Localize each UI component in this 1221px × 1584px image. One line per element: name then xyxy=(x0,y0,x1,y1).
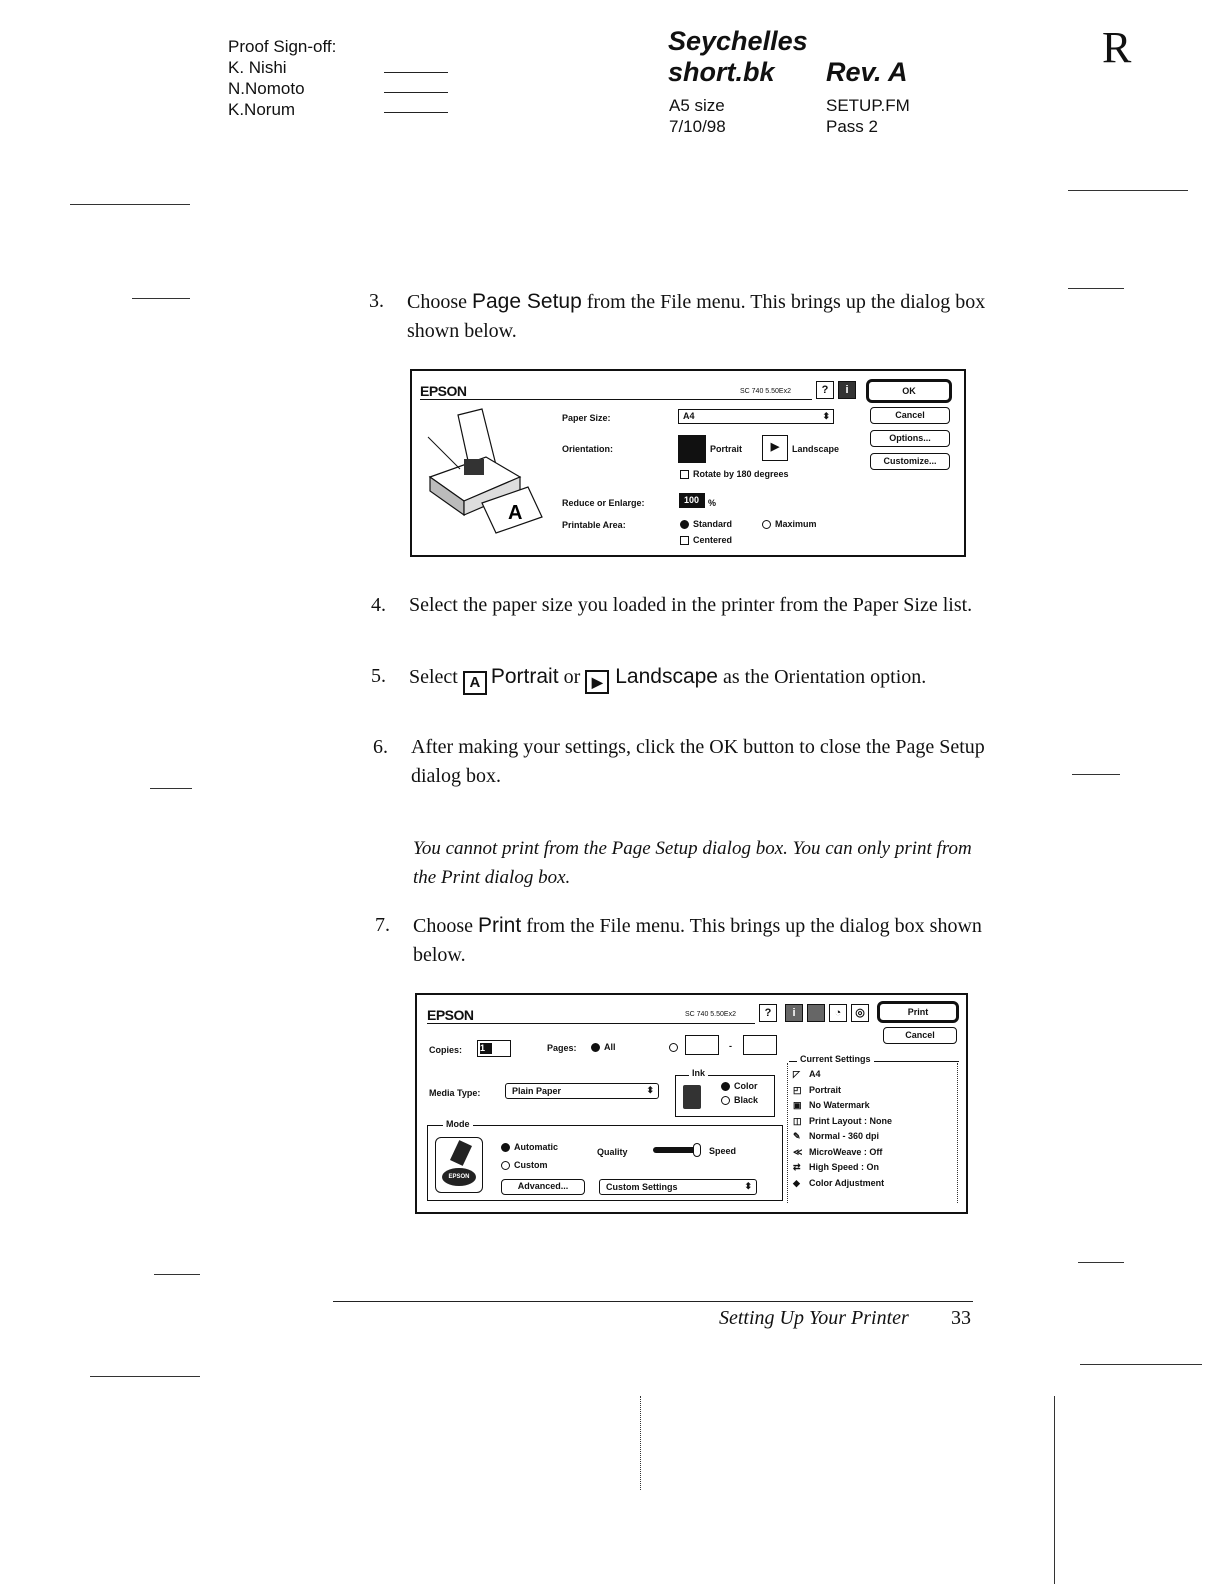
step-text: from the File menu. This brings up the dialog box shown below. xyxy=(407,291,986,342)
setting-item xyxy=(793,1147,892,1163)
signature-line xyxy=(384,92,448,93)
landscape-icon: ▶ xyxy=(585,670,609,694)
color-label: Color xyxy=(734,1081,758,1091)
maximum-radio[interactable] xyxy=(762,520,771,529)
ok-button[interactable]: OK xyxy=(866,379,952,403)
microweave-icon: ≪ xyxy=(793,1146,803,1157)
ui-term: Print xyxy=(478,914,522,937)
setting-text: No Watermark xyxy=(809,1100,870,1110)
all-pages-radio[interactable] xyxy=(591,1043,600,1052)
proof-label: Proof Sign-off: xyxy=(228,37,337,56)
ink-label: Ink xyxy=(689,1068,708,1078)
step-text: Choose xyxy=(413,915,478,937)
book-title-line1: Seychelles xyxy=(668,26,808,56)
setting-item xyxy=(793,1085,892,1101)
step-number: 7. xyxy=(375,914,390,936)
updown-arrow-icon: ⬍ xyxy=(822,411,830,421)
crop-mark xyxy=(150,788,192,789)
proof-signoff xyxy=(228,36,336,120)
book-title xyxy=(668,26,808,88)
custom-settings-select[interactable] xyxy=(599,1179,757,1195)
title-rule xyxy=(427,1023,755,1024)
epson-brand: EPSON xyxy=(420,383,467,399)
range-separator: - xyxy=(729,1041,732,1051)
step-text: from the File menu. This brings up the dialog box shown below. xyxy=(413,915,982,966)
question-icon[interactable]: ? xyxy=(816,381,834,399)
step-text: Choose xyxy=(407,291,472,313)
step-text: Select the paper size you loaded in the printer from the Paper Size list. xyxy=(409,594,973,616)
cancel-button[interactable]: Cancel xyxy=(883,1027,957,1044)
printer-illustration-icon xyxy=(424,407,554,537)
watermark-icon: ▣ xyxy=(793,1100,802,1110)
step-5 xyxy=(371,662,989,695)
orientation-icon: ◰ xyxy=(793,1084,802,1095)
size-info: A5 size xyxy=(669,96,725,115)
setting-text: Print Layout : None xyxy=(809,1115,892,1126)
print-dialog xyxy=(415,993,968,1214)
customize-button[interactable]: Customize... xyxy=(870,453,950,470)
revision: Rev. A xyxy=(826,57,908,87)
media-type-label: Media Type: xyxy=(429,1088,481,1098)
page-range-radio[interactable] xyxy=(669,1043,678,1052)
note-text: You cannot print from the Page Setup dialog box. You can only print from the Print dialog box. xyxy=(413,838,972,888)
maximum-label: Maximum xyxy=(775,519,817,529)
custom-settings-value: Custom Settings xyxy=(606,1182,678,1192)
crop-mark xyxy=(1068,288,1124,289)
updown-arrow-icon: ⬍ xyxy=(646,1085,654,1095)
crop-mark xyxy=(1078,1262,1124,1263)
crop-mark xyxy=(1054,1396,1055,1584)
page-to-input[interactable] xyxy=(743,1035,777,1055)
signature-line xyxy=(384,112,448,113)
media-type-select[interactable] xyxy=(505,1083,659,1099)
step-7 xyxy=(375,911,993,970)
setting-text: Normal - 360 dpi xyxy=(809,1131,880,1141)
options-button[interactable]: Options... xyxy=(870,430,950,447)
portrait-icon[interactable] xyxy=(678,435,706,463)
speed-label: Speed xyxy=(709,1146,737,1156)
setting-text: MicroWeave : Off xyxy=(809,1146,883,1157)
crop-mark xyxy=(1080,1364,1202,1365)
quality-speed-slider[interactable] xyxy=(653,1147,697,1153)
version-label: SC 740 5.50Ex2 xyxy=(685,1011,736,1018)
current-settings-border xyxy=(957,1063,958,1203)
slider-thumb[interactable] xyxy=(693,1143,701,1157)
copies-value: 1 xyxy=(480,1043,492,1054)
book-title-line2: short.bk xyxy=(668,57,775,87)
layout-icon[interactable] xyxy=(807,1004,825,1022)
setting-item xyxy=(793,1131,892,1147)
layout-icon: ◫ xyxy=(793,1115,802,1126)
orientation-label: Orientation: xyxy=(562,444,613,454)
landscape-icon[interactable]: ▶ xyxy=(762,435,788,461)
pages-label: Pages: xyxy=(547,1043,577,1053)
step-number: 3. xyxy=(369,290,384,312)
signer-name: N.Nomoto xyxy=(228,79,305,98)
automatic-label: Automatic xyxy=(514,1142,559,1152)
step-4 xyxy=(371,591,989,620)
signature-line xyxy=(384,72,448,73)
updown-arrow-icon: ⬍ xyxy=(744,1181,752,1191)
crop-mark xyxy=(1072,774,1120,775)
reduce-enlarge-value: 100 xyxy=(684,495,700,505)
epson-logo-icon: EPSON xyxy=(442,1168,476,1186)
high-speed-icon: ⇄ xyxy=(793,1162,801,1172)
advanced-button[interactable]: Advanced... xyxy=(501,1179,585,1195)
file-info: SETUP.FM xyxy=(826,96,910,115)
signer-name: K. Nishi xyxy=(228,58,287,77)
info-icon[interactable]: i xyxy=(785,1004,803,1022)
centered-checkbox[interactable] xyxy=(680,536,689,545)
black-radio[interactable] xyxy=(721,1096,730,1105)
custom-label: Custom xyxy=(514,1160,548,1170)
crop-mark xyxy=(90,1376,200,1377)
title-rule xyxy=(420,399,812,400)
step-text: as the Orientation option. xyxy=(718,666,927,688)
mode-icon xyxy=(435,1137,483,1193)
signer-name: K.Norum xyxy=(228,100,296,119)
color-adjust-icon: ◆ xyxy=(793,1177,800,1188)
portrait-icon: A xyxy=(463,671,487,695)
copies-label: Copies: xyxy=(429,1045,463,1055)
footer-rule xyxy=(333,1301,973,1302)
crop-mark xyxy=(132,298,190,299)
setting-text: High Speed : On xyxy=(809,1162,880,1172)
step-text: or xyxy=(558,666,586,688)
setting-item xyxy=(793,1100,892,1116)
fold-mark xyxy=(640,1396,641,1490)
step-text: After making your settings, click the OK button to close the Page Setup dialog box. xyxy=(411,736,985,787)
info-icon[interactable]: i xyxy=(838,381,856,399)
copies-input[interactable] xyxy=(477,1040,511,1057)
current-settings-list xyxy=(793,1069,892,1193)
color-radio[interactable] xyxy=(721,1082,730,1091)
cancel-button[interactable]: Cancel xyxy=(870,407,950,424)
ui-term: Portrait xyxy=(490,665,559,688)
centered-label: Centered xyxy=(693,535,733,545)
percent-sign: % xyxy=(708,498,717,508)
version-label: SC 740 5.50Ex2 xyxy=(740,388,791,395)
setting-text: A4 xyxy=(809,1069,821,1079)
setting-item xyxy=(793,1178,892,1194)
quality-label: Quality xyxy=(597,1147,628,1157)
page-number: 33 xyxy=(951,1307,971,1329)
paper-size-value: A4 xyxy=(683,411,695,421)
reduce-enlarge-input[interactable] xyxy=(679,493,705,508)
landscape-label: Landscape xyxy=(792,444,840,454)
step-number: 4. xyxy=(371,594,386,616)
crop-mark xyxy=(1068,190,1188,191)
setting-item xyxy=(793,1116,892,1132)
print-button[interactable]: Print xyxy=(877,1001,959,1023)
custom-radio[interactable] xyxy=(501,1161,510,1170)
automatic-radio[interactable] xyxy=(501,1143,510,1152)
step-number: 6. xyxy=(373,736,388,758)
page-from-input[interactable] xyxy=(685,1035,719,1055)
corner-letter: R xyxy=(1102,23,1132,72)
crop-mark xyxy=(154,1274,200,1275)
ink-cartridge-icon xyxy=(683,1085,701,1109)
footer-title: Setting Up Your Printer xyxy=(719,1307,909,1329)
page-setup-dialog xyxy=(410,369,966,557)
standard-label: Standard xyxy=(693,519,733,529)
pass-info: Pass 2 xyxy=(826,117,878,136)
paper-icon: ◸ xyxy=(793,1069,800,1079)
pen-icon xyxy=(450,1140,472,1166)
current-settings-border xyxy=(787,1063,788,1203)
mode-label: Mode xyxy=(443,1119,473,1129)
crop-mark xyxy=(70,204,190,205)
save-settings-icon[interactable]: ◎ xyxy=(851,1004,869,1022)
svg-text:A: A xyxy=(508,502,523,524)
step-number: 5. xyxy=(371,665,386,687)
setting-item xyxy=(793,1162,892,1178)
paper-size-label: Paper Size: xyxy=(562,413,611,423)
current-settings-label: Current Settings xyxy=(797,1054,874,1064)
ui-term: Page Setup xyxy=(472,290,582,313)
ui-term: Landscape xyxy=(615,665,718,688)
black-label: Black xyxy=(734,1095,759,1105)
media-type-value: Plain Paper xyxy=(512,1086,562,1096)
printable-area-label: Printable Area: xyxy=(562,520,626,530)
epson-brand: EPSON xyxy=(427,1007,474,1023)
portrait-label: Portrait xyxy=(710,444,743,454)
step-3 xyxy=(369,287,987,346)
paper-size-select[interactable] xyxy=(678,409,834,424)
step-text: Select xyxy=(409,666,463,688)
setting-text: Color Adjustment xyxy=(809,1177,885,1188)
reduce-enlarge-label: Reduce or Enlarge: xyxy=(562,498,645,508)
preview-icon[interactable]: ◔ xyxy=(829,1004,847,1022)
step-6 xyxy=(373,733,991,791)
setting-item xyxy=(793,1069,892,1085)
all-pages-label: All xyxy=(604,1042,616,1052)
setting-text: Portrait xyxy=(809,1084,842,1095)
date-info: 7/10/98 xyxy=(669,117,726,136)
question-icon[interactable]: ? xyxy=(759,1004,777,1022)
standard-radio[interactable] xyxy=(680,520,689,529)
resolution-icon: ✎ xyxy=(793,1131,801,1141)
rotate-label: Rotate by 180 degrees xyxy=(693,469,789,479)
rotate-checkbox[interactable] xyxy=(680,470,689,479)
